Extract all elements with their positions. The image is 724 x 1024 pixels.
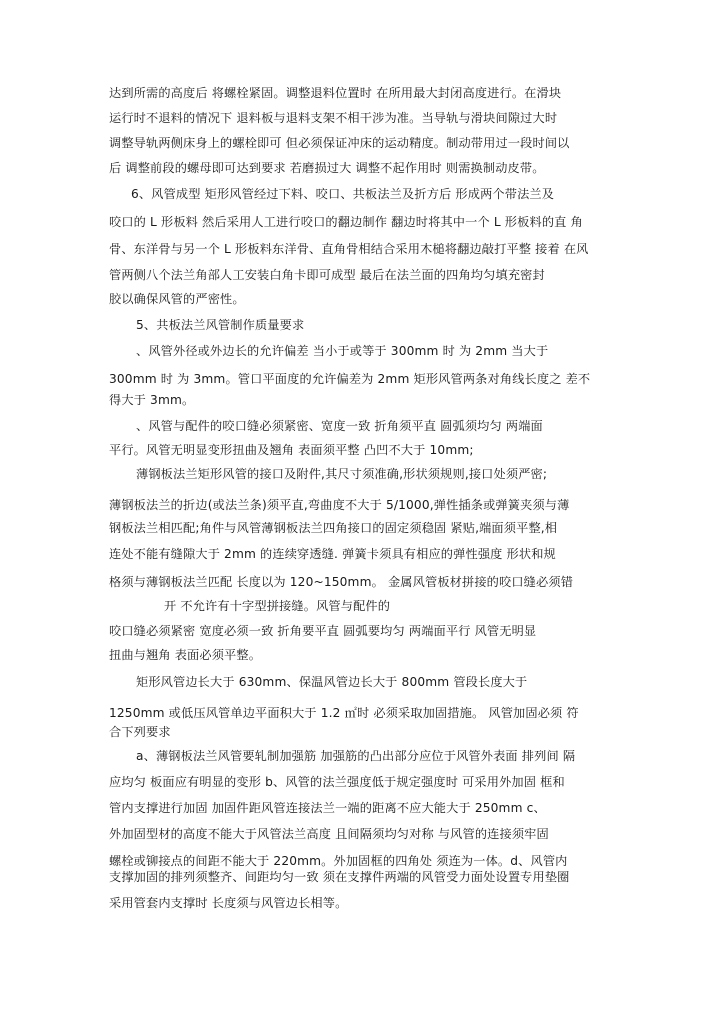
text-line: 螺栓或铆接点的间距不能大于 220mm。外加固框的四角处 须连为一体。d、风管内	[109, 854, 568, 868]
text-line: 管两侧八个法兰角部人工安装白角卡即可成型 最后在法兰面的四角均匀填充密封	[109, 268, 545, 282]
text-line: 扭曲与翘角 表面必须平整。	[109, 648, 262, 662]
text-line: 、风管与配件的咬口缝必须紧密、宽度一致 折角须平直 圆弧须均匀 两端面	[136, 419, 543, 433]
text-line: 连处不能有缝隙大于 2mm 的连续穿透缝. 弹簧卡须具有相应的弹性强度 形状和规	[109, 547, 556, 561]
text-line: 薄钢板法兰矩形风管的接口及附件,其尺寸须准确,形状须规则,接口处须严密;	[136, 467, 548, 481]
text-line: 运行时不退料的情况下 退料板与退料支架不相干涉为准。当导轨与滑块间隙过大时	[109, 111, 558, 125]
text-line: 得大于 3mm。	[109, 393, 195, 407]
text-line: 咬口缝必须紧密 宽度必须一致 折角要平直 圆弧要均匀 两端面平行 风管无明显	[109, 624, 537, 638]
text-line: 应均匀 板面应有明显的变形 b、风管的法兰强度低于规定强度时 可采用外加固 框和	[109, 775, 565, 789]
text-line: 格须与薄钢板法兰匹配 长度以为 120~150mm。 金属风管板材拼接的咬口缝必须错	[109, 575, 574, 589]
text-line: 矩形风管边长大于 630mm、保温风管边长大于 800mm 管段长度大于	[136, 675, 528, 689]
text-line: 300mm 时 为 3mm。管口平面度的允许偏差为 2mm 矩形风管两条对角线长度之 差不	[109, 372, 591, 386]
text-line: 合下列要求	[109, 725, 171, 739]
text-line: 后 调整前段的螺母即可达到要求 若磨损过大 调整不起作用时 则需换制动皮带。	[109, 161, 545, 175]
text-line: 1250mm 或低压风管单边平面积大于 1.2 ㎡时 必须采取加固措施。 风管加固必须 符	[109, 706, 579, 720]
text-line: 咬口的 L 形板料 然后采用人工进行咬口的翻边制作 翻边时将其中一个 L 形板料的直 角	[109, 215, 583, 229]
text-line: 、风管外径或外边长的允许偏差 当小于或等于 300mm 时 为 2mm 当大于	[136, 344, 549, 358]
text-line: 采用管套内支撑时 长度须与风管边长相等。	[109, 896, 348, 910]
text-line: 胶以确保风管的严密性。	[109, 292, 245, 306]
text-line: 平行。风管无明显变形扭曲及翘角 表面须平整 凸凹不大于 10mm;	[109, 443, 474, 457]
text-line: 钢板法兰相匹配;角件与风管薄钢板法兰四角接口的固定须稳固 紧贴,端面须平整,相	[109, 521, 558, 535]
text-line: a、薄钢板法兰风管要轧制加强筋 加强筋的凸出部分应位于风管外表面 排列间 隔	[136, 749, 576, 763]
text-line: 外加固型材的高度不能大于风管法兰高度 且间隔须均匀对称 与风管的连接须牢固	[109, 827, 549, 841]
text-line: 管内支撑进行加固 加固件距风管连接法兰一端的距离不应大能大于 250mm c、	[109, 801, 546, 815]
text-line: 支撑加固的排列须整齐、间距均匀一致 须在支撑件两端的风管受力面处设置专用垫圈	[109, 870, 570, 884]
text-line: 6、风管成型 矩形风管经过下料、咬口、共板法兰及折方后 形成两个带法兰及	[131, 187, 555, 201]
section-heading: 5、共板法兰风管制作质量要求	[136, 318, 305, 332]
text-line: 薄钢板法兰的折边(或法兰条)须平直,弯曲度不大于 5/1000,弹性插条或弹簧夹须与薄	[109, 498, 570, 512]
text-line: 开 不允许有十字型拼接缝。风管与配件的	[164, 599, 391, 613]
text-line: 调整导轨两侧床身上的螺栓即可 但必须保证冲床的运动精度。制动带用过一段时间以	[109, 136, 570, 150]
text-line: 达到所需的高度后 将螺栓紧固。调整退料位置时 在所用最大封闭高度进行。在滑块	[109, 86, 562, 100]
text-line: 骨、东洋骨与另一个 L 形板料东洋骨、直角骨相结合采用木槌将翻边敲打平整 接着 在风	[109, 242, 589, 256]
